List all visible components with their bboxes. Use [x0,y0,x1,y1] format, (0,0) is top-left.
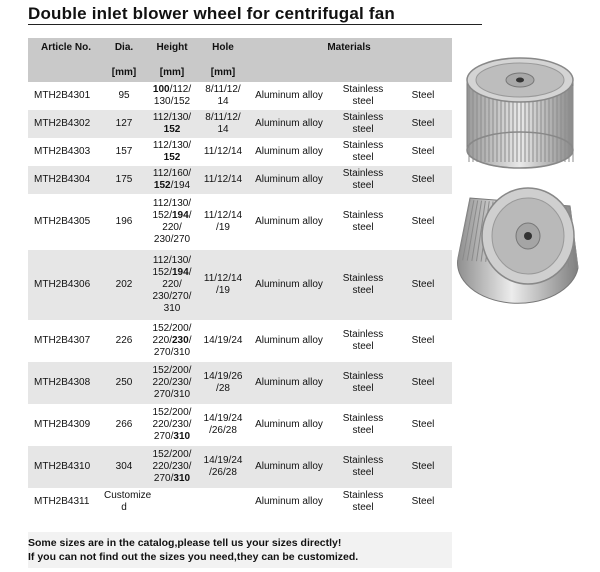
cell-line: 152 [163,152,181,163]
cell-line: steel [352,96,374,107]
cell-line: Stainless [342,84,384,95]
cell-material-stainless [332,166,394,194]
cell-material-aluminum: Aluminum alloy [246,446,332,488]
cell-material-aluminum: Aluminum alloy [255,335,323,346]
cell-line: 220/ [162,279,182,290]
cell-line: steel [352,180,374,191]
cell-material-stainless [332,138,394,166]
cell-material-steel: Steel [411,216,435,227]
cell-hole [200,138,246,166]
cell-material-steel: Steel [394,446,452,488]
cell-material-steel: Steel [394,166,452,194]
cell-line: 270/310 [153,347,191,358]
cell-hole [200,446,246,488]
cell-article: MTH2B4301 [34,90,91,101]
cell-article: MTH2B4304 [28,166,104,194]
cell-dia: 304 [104,446,144,488]
cell-hole [200,110,246,138]
header-height-unit: [mm] [144,64,200,82]
cell-dia: 202 [104,250,144,320]
header-hole-unit: [mm] [200,64,246,82]
cell-hole [200,166,246,194]
cell-dia: 226 [115,335,133,346]
cell-material-steel: Steel [411,335,435,346]
cell-line: 220/ [162,222,182,233]
cell-height [144,166,200,194]
cell-height [144,110,200,138]
cell-height [144,138,200,166]
cell-material-aluminum: Aluminum alloy [255,90,323,101]
cell-line: 100/112/ [152,84,192,95]
spec-table [28,38,452,516]
header-height: Height [144,38,200,64]
cell-line: 8/11/12/ [205,112,241,123]
table-row [28,488,452,516]
cell-line: 152 [163,124,181,135]
cell-line: Stainless [342,210,384,221]
cell-line: 14/19/24 [203,335,243,346]
cell-line: Stainless [342,273,384,284]
cell-height [144,446,200,488]
cell-line: 310 [163,303,181,314]
cell-material-stainless [332,82,394,110]
cell-material-steel: Steel [411,90,435,101]
cell-line: Stainless [342,413,384,424]
note [28,536,452,564]
cell-line: steel [352,285,374,296]
cell-article: MTH2B4310 [28,446,104,488]
cell-material-stainless [332,110,394,138]
cell-line: 112/130/ [152,198,192,209]
cell-line: /19 [216,222,230,233]
cell-line: 230/270/ [152,291,192,302]
cell-line: 14 [217,124,229,135]
cell-line: steel [352,425,374,436]
cell-line: 152/194 [153,180,191,191]
cell-material-steel: Steel [394,362,452,404]
cell-hole [200,82,246,110]
cell-material-aluminum: Aluminum alloy [255,216,323,227]
cell-line: 130/152 [153,96,191,107]
cell-height [144,488,200,516]
cell-dia: 127 [104,110,144,138]
cell-line: 14/19/26 [203,371,243,382]
cell-material-steel: Steel [411,146,435,157]
cell-dia: 175 [104,166,144,194]
cell-line: Stainless [342,371,384,382]
cell-article: MTH2B4306 [28,250,104,320]
cell-line: 112/130/ [152,112,192,123]
cell-line: Stainless [342,112,384,123]
header-article: Article No. [28,38,104,64]
page-title: Double inlet blower wheel for centrifugal fan [28,4,395,23]
cell-height [144,320,200,362]
cell-material-aluminum: Aluminum alloy [246,110,332,138]
cell-line: steel [352,124,374,135]
cell-line: 152/200/ [152,365,192,376]
cell-line: 220/230/ [152,377,192,388]
table-row [28,166,452,194]
cell-material-aluminum: Aluminum alloy [246,250,332,320]
table-row [28,404,452,446]
cell-article: MTH2B4309 [34,419,91,430]
cell-line: steel [352,467,374,478]
table-row [28,82,452,110]
cell-line: steel [352,152,374,163]
table-row [28,446,452,488]
cell-line: Stainless [342,168,384,179]
cell-article: MTH2B4305 [34,216,91,227]
table-row [28,194,452,250]
cell-material-steel: Steel [394,110,452,138]
cell-material-steel: Steel [411,419,435,430]
cell-material-stainless [332,194,394,250]
cell-line: 152/200/ [152,449,192,460]
cell-line: 14/19/24 [203,413,243,424]
table-row [28,362,452,404]
cell-hole [200,488,246,516]
cell-line: 11/12/14 [203,210,243,221]
cell-line: Customize [104,490,152,501]
table-row [28,250,452,320]
cell-line: 152/200/ [152,407,192,418]
cell-line: steel [352,383,374,394]
cell-material-aluminum: Aluminum alloy [246,362,332,404]
table-row [28,110,452,138]
cell-height [144,362,200,404]
cell-article: MTH2B4302 [28,110,104,138]
cell-dia: 95 [118,90,130,101]
cell-line: 112/130/ [152,255,192,266]
cell-line: d [121,502,127,513]
cell-line: Stainless [342,490,384,501]
cell-line: /26/28 [209,467,237,478]
cell-line: 220/230/ [152,335,192,346]
cell-line: 14 [217,96,229,107]
cell-material-aluminum: Aluminum alloy [246,166,332,194]
cell-hole [200,250,246,320]
cell-line: steel [352,502,374,513]
cell-article: MTH2B4307 [34,335,91,346]
cell-material-aluminum: Aluminum alloy [255,496,323,507]
cell-line: 220/230/ [152,461,192,472]
cell-hole [200,404,246,446]
cell-dia: 196 [115,216,133,227]
header-materials: Materials [246,38,452,64]
cell-line: 11/12/14 [203,174,243,185]
cell-line: Stainless [342,455,384,466]
cell-article: MTH2B4303 [34,146,91,157]
cell-line: 270/310 [153,473,191,484]
header-row [28,38,452,64]
cell-material-steel: Steel [411,496,435,507]
cell-line: Stainless [342,140,384,151]
cell-line: Stainless [342,329,384,340]
cell-line: steel [352,341,374,352]
cell-material-stainless [332,404,394,446]
header-dia-unit: [mm] [104,64,144,82]
cell-article: MTH2B4311 [34,496,90,507]
cell-article: MTH2B4308 [28,362,104,404]
header-hole: Hole [200,38,246,64]
cell-height [144,404,200,446]
cell-hole [200,362,246,404]
cell-line: 230/270 [153,234,191,245]
blower-wheel-photo-top [455,50,585,175]
cell-line: 8/11/12/ [205,84,241,95]
cell-line: 270/310 [153,431,191,442]
cell-hole [200,320,246,362]
cell-material-stainless [332,446,394,488]
cell-material-stainless [332,320,394,362]
cell-dia: 157 [115,146,133,157]
cell-material-stainless [332,488,394,516]
cell-line: 152/194/ [152,267,192,278]
cell-material-stainless [332,362,394,404]
cell-line: steel [352,222,374,233]
cell-material-aluminum: Aluminum alloy [255,146,323,157]
cell-line: /19 [216,285,230,296]
cell-height [144,82,200,110]
cell-material-aluminum: Aluminum alloy [255,419,323,430]
cell-line: 11/12/14 [203,273,243,284]
cell-line: 14/19/24 [203,455,243,466]
cell-height [144,250,200,320]
cell-dia [104,488,152,516]
cell-line: /26/28 [209,425,237,436]
cell-line: 112/160/ [152,168,192,179]
cell-line: 11/12/14 [203,146,243,157]
cell-line: 112/130/ [152,140,192,151]
blower-wheel-photo-bottom [450,178,590,308]
note-line-1: Some sizes are in the catalog,please tell us your sizes directly! [28,537,342,549]
note-line-2: If you can not find out the sizes you need,they can be customized. [28,551,359,563]
cell-line: /28 [216,383,230,394]
header-unit-row [28,64,452,82]
cell-line: 220/230/ [152,419,192,430]
cell-hole [200,194,246,250]
cell-dia: 250 [104,362,144,404]
cell-line: 152/200/ [152,323,192,334]
cell-material-steel: Steel [394,250,452,320]
header-dia: Dia. [104,38,144,64]
title-underline [28,24,482,25]
table-row [28,320,452,362]
cell-line: 152/194/ [152,210,192,221]
cell-line: 270/310 [153,389,191,400]
cell-material-stainless [332,250,394,320]
cell-dia: 266 [115,419,133,430]
cell-height [144,194,200,250]
table-row [28,138,452,166]
